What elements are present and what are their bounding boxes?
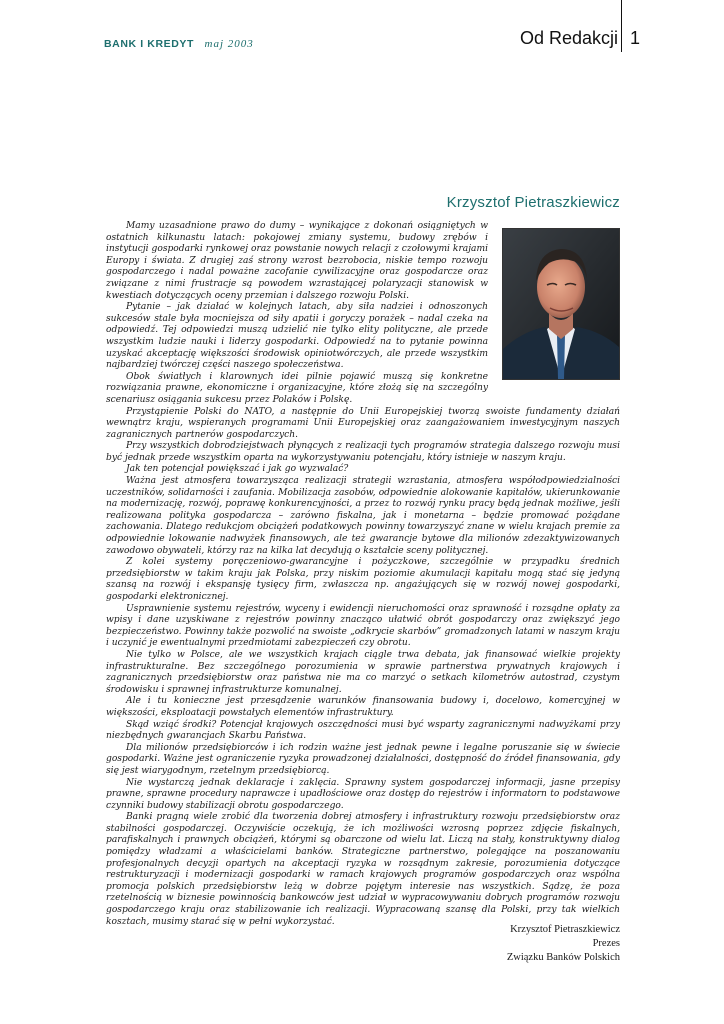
paragraph: Pytanie – jak działać w kolejnych latach, aby siła nadziei i odnoszonych sukcesów stale była mocniejsza od siły apatii i goryczy porażek – nadal czeka na odpowiedź. Tej odpowiedzi muszą udzielić nie tylko elity polityczne, ale przede wszystkim ludzie nauki i liderzy gospodarki. Odpowiedź na to pytanie powinna uzyskać akceptację większości środowisk opiniotwórczych, ale przede wszystkim najbardziej twórczej części naszego społeczeństwa. <box>106 302 488 371</box>
paragraph: Banki pragną wiele zrobić dla tworzenia dobrej atmosfery i infrastruktury rozwoju przedsiębiorstw oraz stabilności gospodarczej. Oczywiście oczekują, że ich możliwości wzrosną poprzez zdjęcie fiskalnych, parafiskalnych i prawnych obciążeń, którymi są obarczone od wielu lat. Liczą na stały, konstruktywny dialog pomiędzy władzami a właścicielami banków. Strategiczne partnerstwo, polegające na poszanowaniu profesjonalnych decyzji opartych na akceptacji ryzyka w rozsądnym zakresie, porozumienia dotyczące restrukturyzacji i modernizacji gospodarki w ramach krajowych programów gospodarczych oraz wspólna promocja polskich przedsiębiorstw leżą w dobrze pojętym interesie nas wszystkich. Sądzę, że poza rzetelnością w biznesie powinnością bankowców jest udział w wypracowywaniu dobrych programów rozwoju gospodarczego kraju oraz stabilizowanie ich realizacji. Wypracowaną szansę dla Polski, przy tak wielkich kosztach, musimy starać się w pełni wykorzystać. <box>106 812 620 927</box>
paragraph: Ale i tu konieczne jest przesądzenie warunków finansowania budowy i, docelowo, komercyjnej w większości, eksploatacji powstałych elementów infrastruktury. <box>106 696 620 718</box>
paragraph: Nie wystarczą jednak deklaracje i zaklęcia. Sprawny system gospodarczej informacji, jasne przepisy prawne, sprawne procedury naprawcze i upadłościowe oraz dostęp do rejestrów i informatorn to podstawowe czynniki budowy stabilizacji obrotu gospodarczego. <box>106 777 620 811</box>
paragraph: Usprawnienie systemu rejestrów, wyceny i ewidencji nieruchomości oraz sprawność i rozsądne opłaty za wpisy i dane uzyskiwane z rejestrów powinny znacząco ułatwić obrót gospodarczy oraz zwiększyć jego bezpieczeństwo. Powinny także pozwolić na swoiste „odkrycie skarbów” gromadzonych latami w naszym kraju i uczynić je ewentualnymi przedmiotami zabezpieczeń czy obrotu. <box>106 603 620 649</box>
editorial-body <box>106 221 620 928</box>
paragraph: Skąd wziąć środki? Potencjał krajowych oszczędności musi być wsparty zagranicznymi nadwyżkami przy niezbędnych gwarancjach Skarbu Państwa. <box>106 719 620 742</box>
issue-date: maj 2003 <box>204 38 254 50</box>
paragraph: Obok światłych i klarownych idei pilnie pojawić muszą się konkretne rozwiązania prawne, ekonomiczne i organizacyjne, które złożą się na szczególny scenariusz osiągania sukcesu przez Polaków i Polskę. <box>106 371 488 405</box>
paragraph: Dla milionów przedsiębiorców i ich rodzin ważne jest jednak pewne i legalne poruszanie się w świecie gospodarki. Ważne jest ograniczenie ryzyka prowadzonej działalności, dostępność do źródeł finansowania, gdy się jest wiarygodnym, rzetelnym przedsiębiorcą. <box>106 742 620 776</box>
paragraph: Jak ten potencjał powiększać i jak go wyzwalać? <box>126 464 349 475</box>
signature-organization: Związku Banków Polskich <box>506 952 620 963</box>
photo-text-wrap-spacer <box>488 221 620 389</box>
paragraph: Przy wszystkich dobrodziejstwach płynących z realizacji tych programów strategia dalszego rozwoju musi być jednak przede wszystkim oparta na wykorzystywaniu potencjału, który istnieje w naszym kraju. <box>106 441 620 463</box>
running-header <box>104 34 254 52</box>
paragraph: Nie tylko w Polsce, ale we wszystkich krajach ciągle trwa debata, jak finansować wielkie projekty infrastrukturalne. Bez szczególnego porozumienia w sprawie partnerstwa prywatnych krajowych i zagranicznych przedsiębiorstw oraz państwa nie ma co marzyć o setkach kilometrów autostrad, czystym środowisku i sprawnej infrastrukturze komunalnej. <box>106 649 620 695</box>
journal-name: BANK I KREDYT <box>104 38 195 50</box>
paragraph: Z kolei systemy poręczeniowo-gwarancyjne i pożyczkowe, szczególnie w przypadku średnich przedsiębiorstw w takim kraju jak Polska, przy niskim poziomie akumulacji kapitału mogą stać się jedyną szansą na rozwój i ekspansję tysięcy firm, zwłaszcza np. angażujących się w rozwój nowej gospodarki, gospodarki elektronicznej. <box>106 557 620 602</box>
author-heading: Krzysztof Pietraszkiewicz <box>446 194 620 211</box>
paragraph: Ważna jest atmosfera towarzysząca realizacji strategii wzrastania, atmosfera współodpowiedzialności uczestników, solidarności i zaufania. Mobilizacja zasobów, odpowiednie alokowanie kapitałów, ukierunkowanie na modernizację, rozwój, poprawę konkurencyjności, a przez to rozwój rynku pracy będą jednak możliwe, jeśli realizowana polityka gospodarcza – zarówno fiskalna, jak i monetarna – będzie promować pożądane zachowania. Dlatego redukcjom obciążeń podatkowych powinny towarzyszyć znane w wielu krajach premie za odpowiednie lokowanie nadwyżek finansowych, ale też gwarancje bytowe dla milionów zdezaktywizowanych zawodowo obywateli, którzy raz na kilka lat decydują o kształcie sceny politycznej. <box>106 476 620 556</box>
paragraph: Przystąpienie Polski do NATO, a następnie do Unii Europejskiej tworzą swoiste fundamenty działań wewnątrz kraju, wspieranych programami Unii Europejskiej oraz zaangażowaniem inwestycyjnym naszych zagranicznych partnerów gospodarczych. <box>106 406 620 440</box>
signature-block <box>507 923 620 965</box>
page-number: 1 <box>630 28 641 48</box>
signature-role: Prezes <box>592 938 620 949</box>
section-title: Od Redakcji <box>519 28 618 48</box>
signature-name: Krzysztof Pietraszkiewicz <box>510 924 620 935</box>
header-divider <box>621 0 622 52</box>
paragraph: Mamy uzasadnione prawo do dumy – wynikające z dokonań osiągniętych w ostatnich kilkunastu latach: pokojowej zmiany systemu, budowy zrębów i instytucji gospodarki rynkowej oraz powstanie nowych relacji z czołowymi krajami Europy i świata. Z drugiej zaś strony wzrost bezrobocia, niskie tempo rozwoju gospodarczego i nadal poważne zacofanie cywilizacyjne oraz gospodarcze oraz związane z nimi frustracje są powodem wzrastającej polaryzacji stanowisk w kwestiach dotyczących oceny przemian i dalszego rozwoju Polski. <box>106 221 488 301</box>
